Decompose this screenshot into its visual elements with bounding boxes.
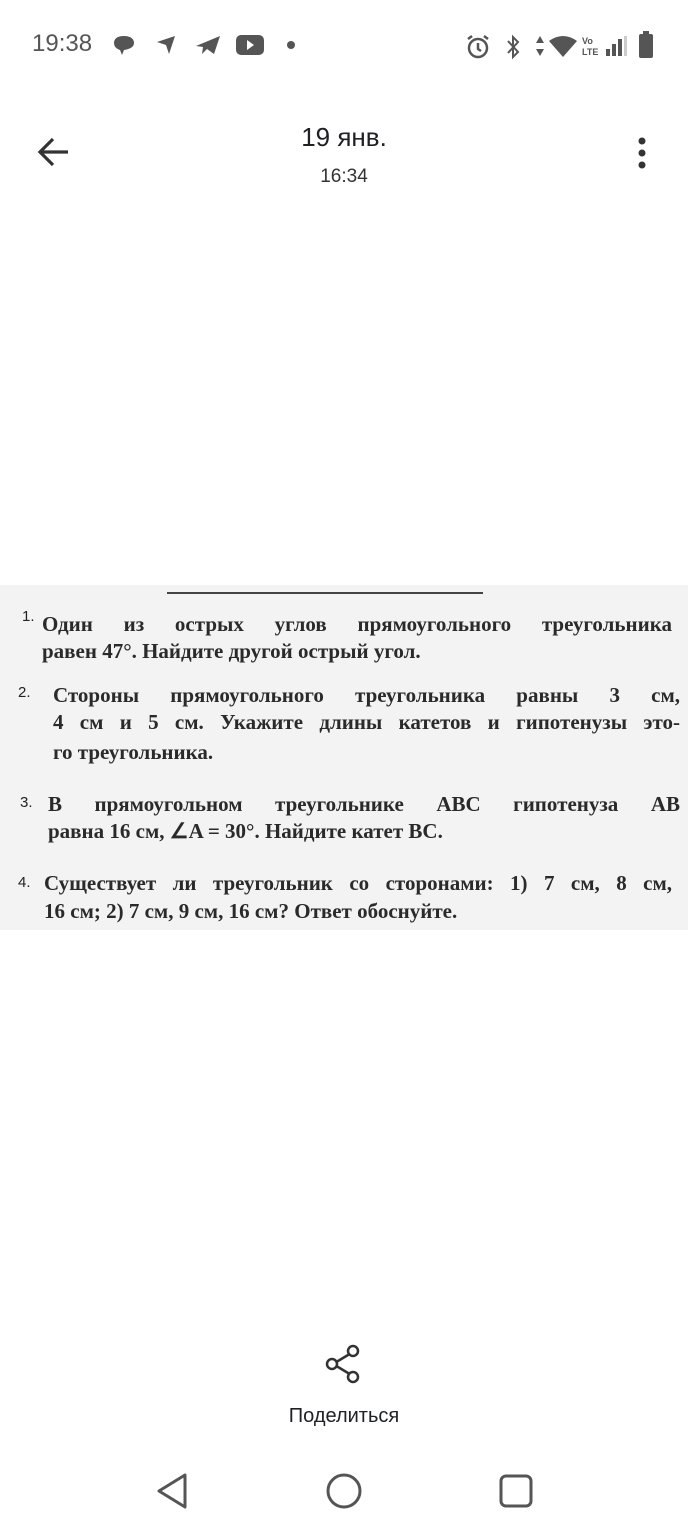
chat-icon [112, 34, 136, 56]
problem-line: 16 см; 2) 7 см, 9 см, 16 см? Ответ обоснуйте. [44, 899, 458, 923]
nav-back-button[interactable] [154, 1471, 190, 1511]
problem-line: Стороны прямоугольного треугольника равны 3 см, [53, 683, 680, 707]
battery-icon [638, 31, 654, 59]
problem-line: Существует ли треугольник со сторонами: 1) 7 см, 8 см, [44, 871, 672, 895]
more-options-button[interactable] [634, 136, 650, 172]
problem-line: равна 16 см, ∠A = 30°. Найдите катет BC. [48, 819, 443, 843]
svg-text:LTE: LTE [582, 47, 599, 57]
volte-icon [582, 34, 599, 58]
page-subtitle: 16:34 [320, 166, 368, 187]
problem-line: Один из острых углов прямоугольного треугольника [42, 612, 672, 636]
share-label: Поделиться [288, 1405, 400, 1427]
page-title: 19 янв. [301, 122, 387, 152]
problem-number: 2. [18, 684, 31, 701]
telegram-icon [194, 34, 222, 56]
nav-recents-button[interactable] [498, 1473, 534, 1509]
share-icon [324, 1344, 362, 1384]
bluetooth-icon [505, 34, 521, 60]
problem-line: равен 47°. Найдите другой острый угол. [42, 639, 421, 663]
divider [167, 592, 483, 594]
problem-line: го треугольника. [53, 740, 214, 764]
youtube-icon [235, 34, 265, 56]
problem-line: 4 см и 5 см. Укажите длины катетов и гипотенузы это- [53, 710, 680, 734]
problem-number: 1. [22, 608, 35, 625]
data-arrows-icon [535, 34, 545, 58]
nav-home-button[interactable] [325, 1472, 363, 1510]
alarm-icon [465, 34, 491, 60]
dot-icon [287, 41, 295, 49]
svg-text:Vo: Vo [582, 36, 593, 46]
signal-icon [604, 34, 628, 58]
navigation-icon [155, 34, 177, 56]
problem-line: В прямоугольном треугольнике ABC гипотенуза AB [48, 792, 680, 816]
problem-number: 3. [20, 794, 33, 811]
wifi-icon [548, 34, 578, 58]
problem-number: 4. [18, 874, 31, 891]
status-time: 19:38 [32, 30, 93, 57]
